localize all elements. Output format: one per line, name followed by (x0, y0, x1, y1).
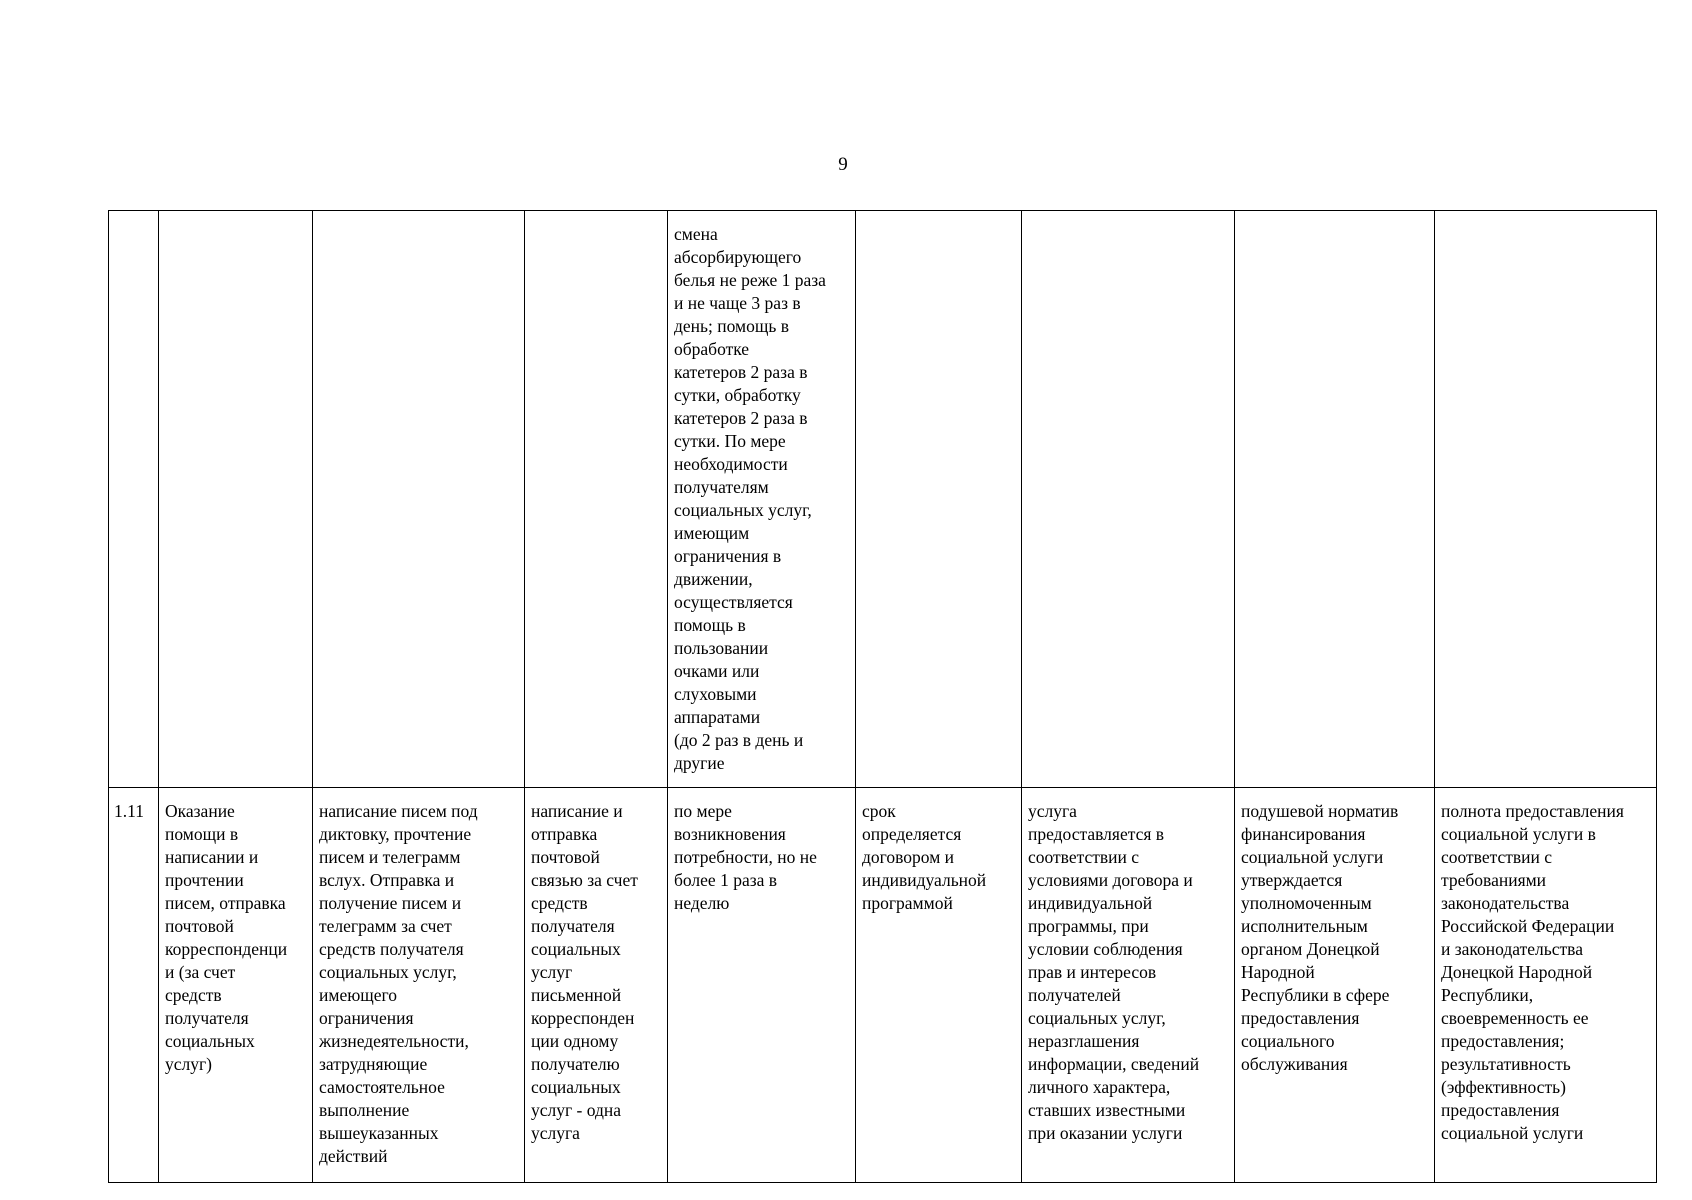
page-number: 9 (838, 154, 848, 175)
cell-service-name: Оказание помощи в написании и прочтении писем, отправка почтовой корреспонденци и (за счет средств получателя социальных услуг) (159, 788, 313, 1183)
table-row-continuation (109, 211, 1657, 788)
cell-quality-indicators (1435, 211, 1657, 788)
cell-quality-indicators: полнота предоставления социальной услуги в соответствии с требованиями законодательства Российской Федерации и законодательства Донецкой Народной Республики, своевременность ее предоставления; результативность (эффективность) предоставления социальной услуги (1435, 788, 1657, 1183)
cell-service-description: написание писем под диктовку, прочтение писем и телеграмм вслух. Отправка и получение писем и телеграмм за счет средств получателя социальных услуг, имеющего ограничения жизнедеятельности, затрудняющие самостоятельное выполнение вышеуказанных действий (313, 788, 525, 1183)
cell-service-periodicity: смена абсорбирующего белья не реже 1 раза и не чаще 3 раз в день; помощь в обработке катетеров 2 раза в сутки, обработку катетеров 2 раза в сутки. По мере необходимости получателям социальных услуг, имеющим ограничения в движении, осуществляется помощь в пользовании очками или слуховыми аппаратами (до 2 раз в день и другие (668, 211, 856, 788)
cell-service-name (159, 211, 313, 788)
services-table (108, 210, 1657, 1183)
table-row-service-1-11 (109, 788, 1657, 1183)
cell-service-conditions (1022, 211, 1235, 788)
cell-service-volume (525, 211, 668, 788)
cell-number: 1.11 (109, 788, 159, 1183)
cell-service-term (856, 211, 1022, 788)
cell-service-conditions: услуга предоставляется в соответствии с условиями договора и индивидуальной программы, при условии соблюдения прав и интересов получателей социальных услуг, неразглашения информации, сведений личного характера, ставших известными при оказании услуги (1022, 788, 1235, 1183)
cell-number (109, 211, 159, 788)
cell-service-volume: написание и отправка почтовой связью за счет средств получателя социальных услуг письменной корреспонден ции одному получателю социальных услуг - одна услуга (525, 788, 668, 1183)
cell-financing (1235, 211, 1435, 788)
cell-service-description (313, 211, 525, 788)
cell-service-term: срок определяется договором и индивидуальной программой (856, 788, 1022, 1183)
cell-service-periodicity: по мере возникновения потребности, но не более 1 раза в неделю (668, 788, 856, 1183)
cell-financing: подушевой норматив финансирования социальной услуги утверждается уполномоченным исполнительным органом Донецкой Народной Республики в сфере предоставления социального обслуживания (1235, 788, 1435, 1183)
